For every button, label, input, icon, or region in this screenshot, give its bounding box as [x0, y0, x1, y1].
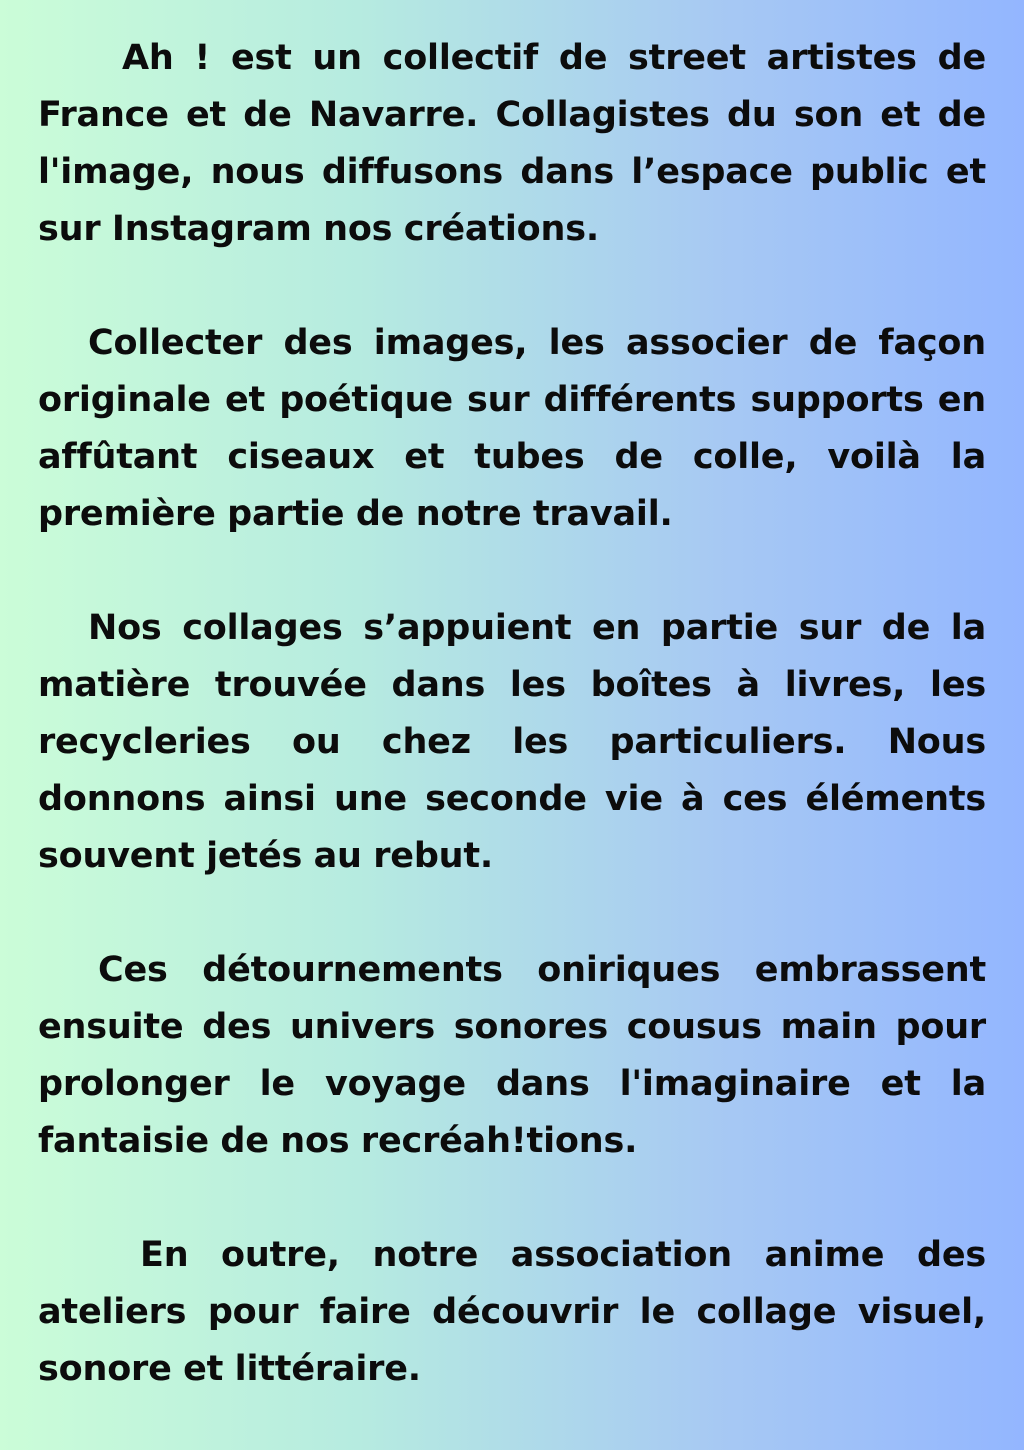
paragraph-workshops: En outre, notre association anime des ateliers pour faire découvrir le collage visuel, sonore et littéraire.: [38, 1235, 986, 1389]
paragraph-intro: Ah ! est un collectif de street artistes de France et de Navarre. Collagistes du son et de l'image, nous diffusons dans l’espace public et sur Instagram nos créations.: [38, 38, 986, 249]
paragraph-sound: Ces détournements oniriques embrassent ensuite des univers sonores cousus main pour prolonger le voyage dans l'imaginaire et la fantaisie de nos recréah!tions.: [38, 950, 986, 1161]
document-page: [38, 30, 986, 1420]
paragraph-collecting: Collecter des images, les associer de façon originale et poétique sur différents supports en affûtant ciseaux et tubes de colle, voilà la première partie de notre travail.: [38, 323, 986, 534]
paragraph-materials: Nos collages s’appuient en partie sur de la matière trouvée dans les boîtes à livres, les recycleries ou chez les particuliers. Nous donnons ainsi une seconde vie à ces éléments souvent jetés au rebut.: [38, 608, 986, 876]
